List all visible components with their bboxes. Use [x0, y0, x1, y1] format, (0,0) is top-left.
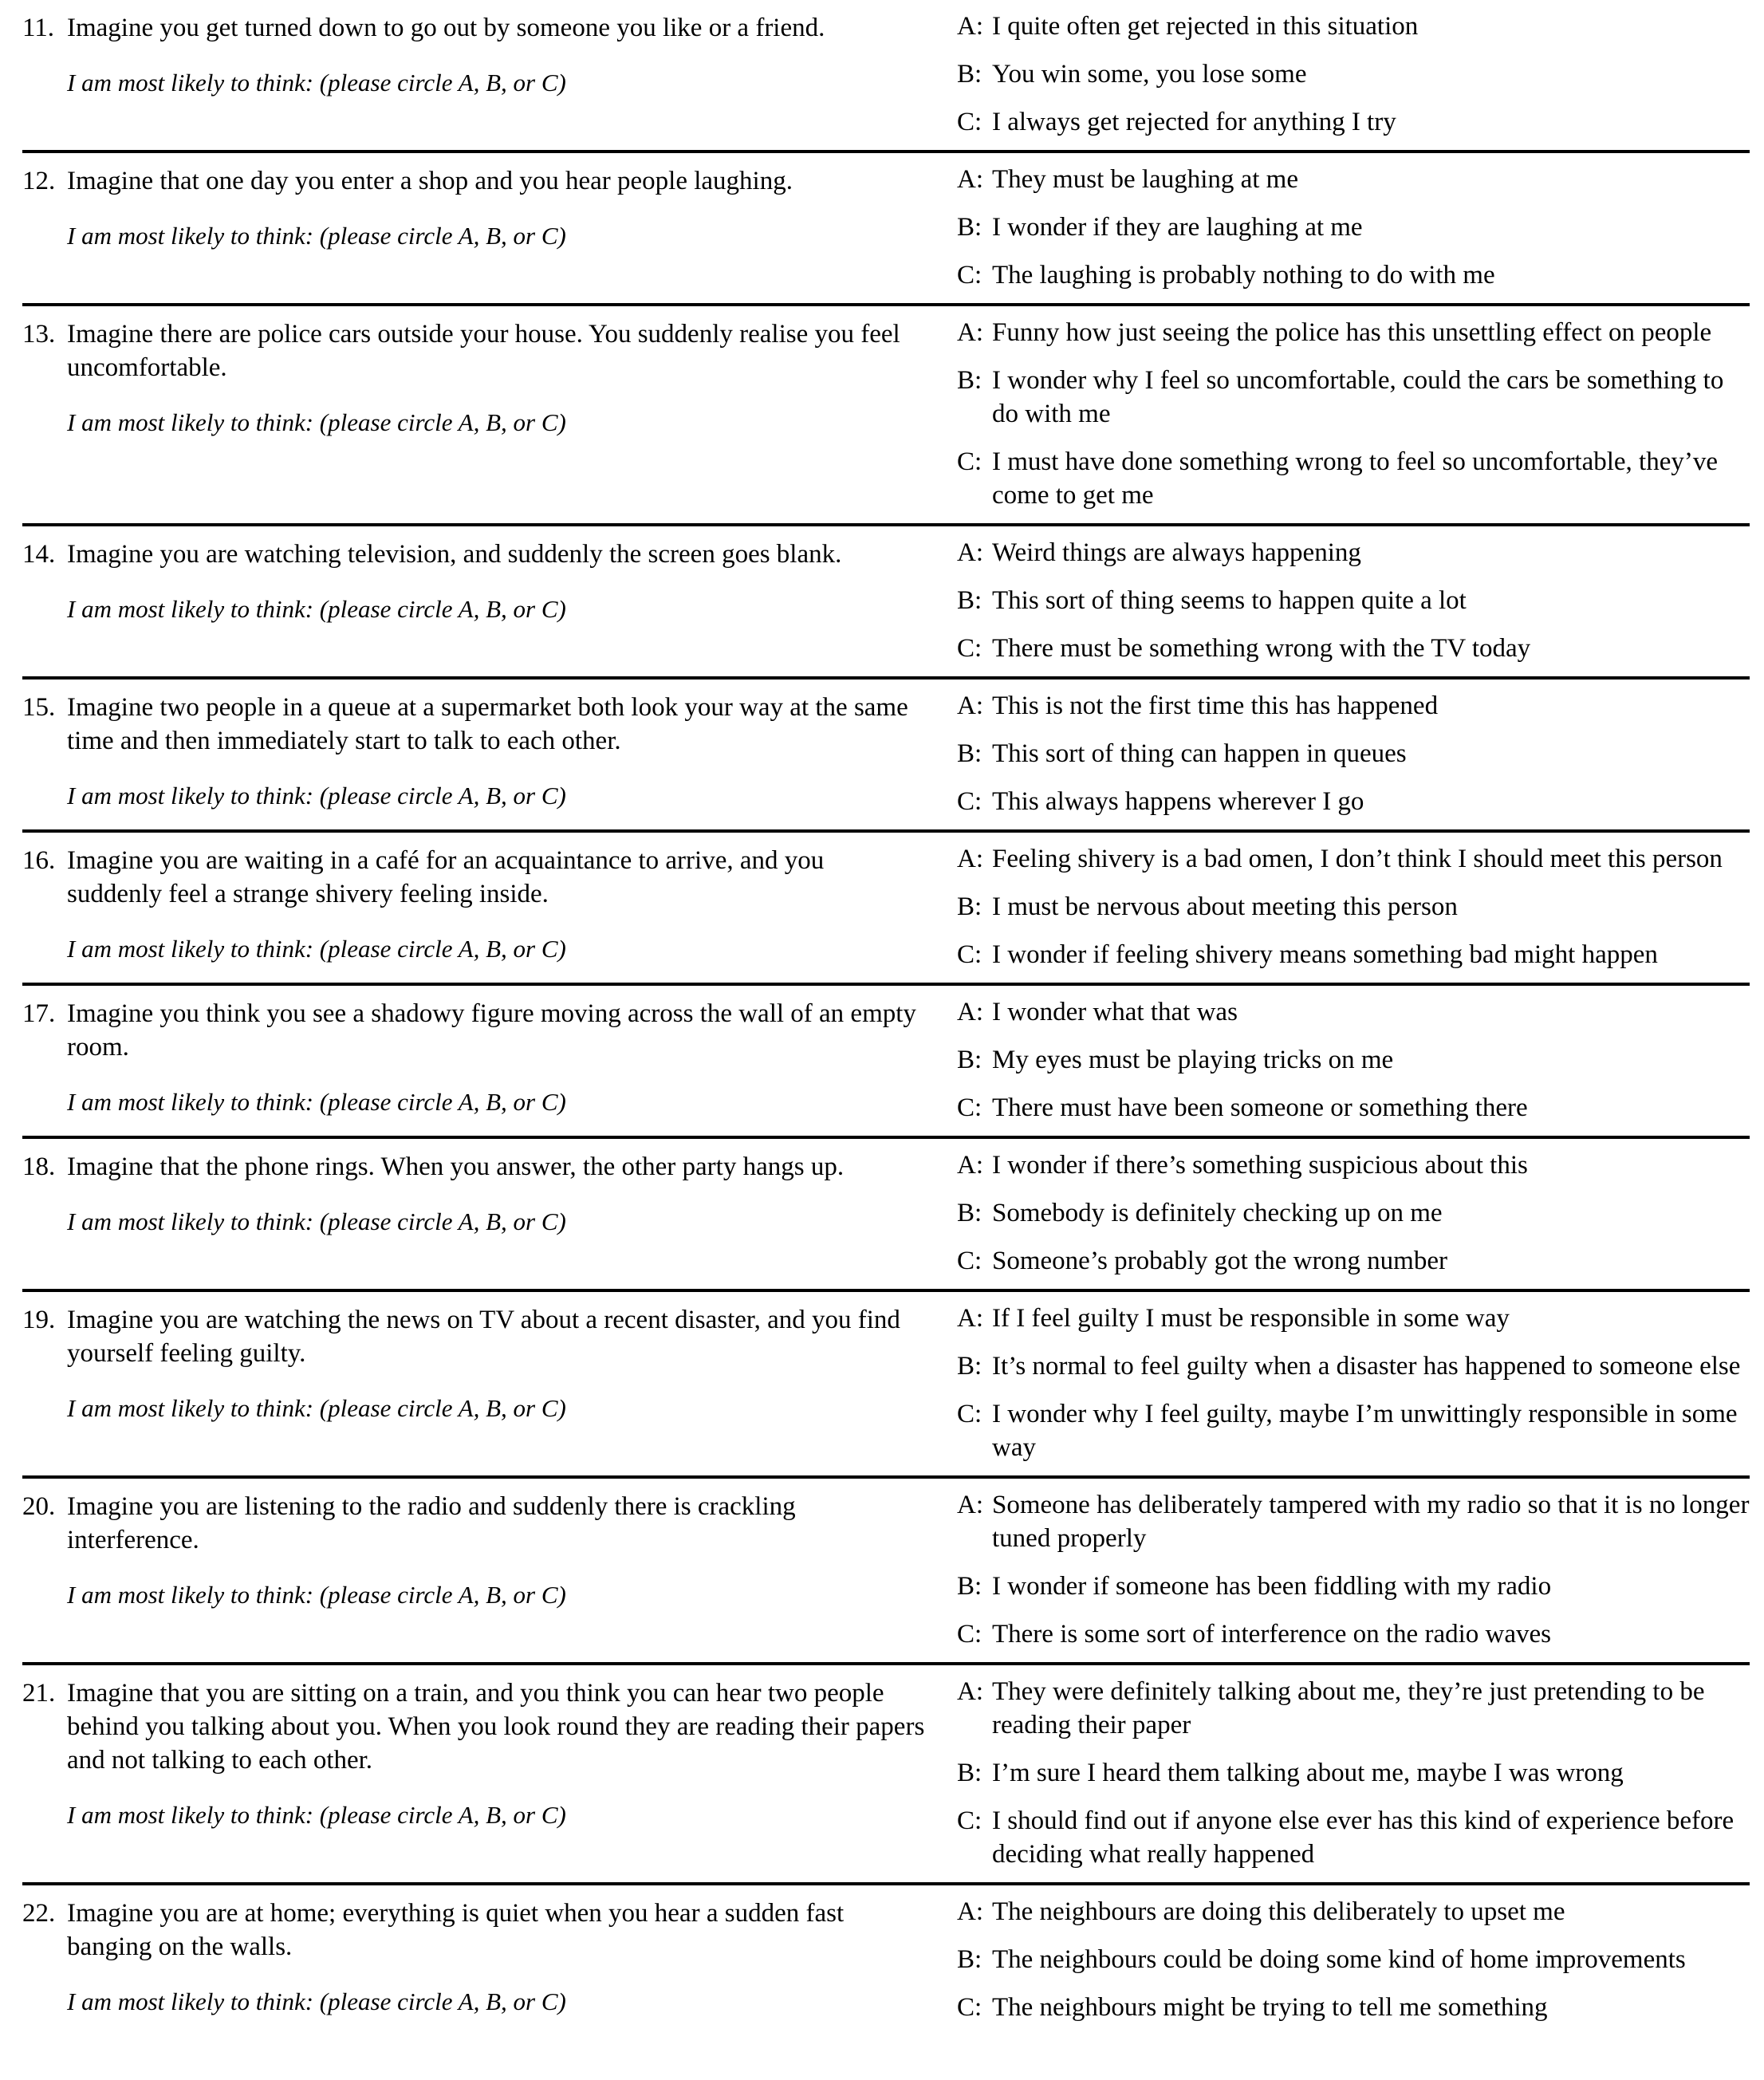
- item-stem: Imagine there are police cars outside your house. You suddenly realise you feel uncomfortable.: [67, 320, 900, 382]
- item-instruction: I am most likely to think: (please circle A, B, or C): [67, 595, 566, 623]
- scenario-cell: [22, 1479, 957, 1625]
- answer-option-text[interactable]: It’s normal to feel guilty when a disaster has happened to someone else: [992, 1352, 1741, 1381]
- answer-option[interactable]: [957, 1349, 1750, 1383]
- scenario-line: [22, 1490, 925, 1557]
- answer-option-text[interactable]: I wonder why I feel so uncomfortable, could the cars be something to do with me: [992, 366, 1724, 428]
- answer-option[interactable]: [957, 785, 1750, 818]
- item-number: 18.: [22, 1152, 56, 1181]
- questionnaire-item: [22, 1479, 1750, 1665]
- answer-option-key[interactable]: A:: [957, 1151, 983, 1180]
- answer-option-key[interactable]: B:: [957, 892, 982, 921]
- answer-option[interactable]: [957, 258, 1750, 292]
- item-instruction: I am most likely to think: (please circle A, B, or C): [67, 222, 566, 250]
- answer-option-text[interactable]: There must be something wrong with the TV today: [992, 634, 1531, 663]
- item-number: 19.: [22, 1306, 56, 1334]
- answer-option-text[interactable]: Someone’s probably got the wrong number: [992, 1247, 1447, 1275]
- answer-option[interactable]: [957, 57, 1750, 91]
- answer-option[interactable]: [957, 1148, 1750, 1182]
- answer-option-key[interactable]: C:: [957, 1093, 982, 1122]
- answer-option-text[interactable]: You win some, you lose some: [992, 60, 1307, 89]
- answer-option-key[interactable]: A:: [957, 165, 983, 194]
- item-number: 13.: [22, 320, 56, 349]
- questionnaire-item: [22, 526, 1750, 680]
- item-stem: Imagine that one day you enter a shop and you hear people laughing.: [67, 167, 793, 195]
- item-number: 11.: [22, 14, 55, 42]
- answer-option-text[interactable]: They must be laughing at me: [992, 165, 1298, 194]
- answer-option-key[interactable]: A:: [957, 845, 983, 873]
- answer-option-key[interactable]: A:: [957, 318, 983, 347]
- answer-option-key[interactable]: A:: [957, 1897, 983, 1926]
- scenario-line: [22, 1897, 925, 1964]
- answer-option-text[interactable]: This sort of thing can happen in queues: [992, 739, 1407, 768]
- item-instruction: I am most likely to think: (please circle A, B, or C): [67, 1394, 566, 1422]
- answer-option[interactable]: [957, 1675, 1750, 1742]
- item-instruction: I am most likely to think: (please circle A, B, or C): [67, 1088, 566, 1116]
- answer-option[interactable]: [957, 1570, 1750, 1603]
- answer-option-text[interactable]: I’m sure I heard them talking about me, maybe I was wrong: [992, 1759, 1624, 1787]
- answer-option-key[interactable]: C:: [957, 634, 982, 663]
- item-number: 16.: [22, 846, 56, 875]
- answer-option-key[interactable]: C:: [957, 261, 982, 290]
- answer-option-text[interactable]: The neighbours could be doing some kind of home improvements: [992, 1945, 1686, 1974]
- answer-option-key[interactable]: B:: [957, 739, 982, 768]
- scenario-line: [22, 317, 925, 384]
- item-number: 15.: [22, 693, 56, 722]
- answer-option[interactable]: [957, 938, 1750, 971]
- item-stem: Imagine you are at home; everything is quiet when you hear a sudden fast banging on the walls.: [67, 1899, 845, 1961]
- answer-option[interactable]: [957, 584, 1750, 617]
- item-number: 17.: [22, 999, 56, 1028]
- answer-option-text[interactable]: They were definitely talking about me, they’re just pretending to be reading their paper: [992, 1677, 1705, 1739]
- answer-option[interactable]: [957, 364, 1750, 431]
- answer-option-key[interactable]: A:: [957, 691, 983, 720]
- questionnaire-item: [22, 680, 1750, 833]
- scenario-cell: [22, 526, 957, 640]
- item-number: 20.: [22, 1492, 56, 1521]
- answer-option-text[interactable]: I wonder why I feel guilty, maybe I’m unwittingly responsible in some way: [992, 1400, 1738, 1462]
- answer-option-text[interactable]: Somebody is definitely checking up on me: [992, 1199, 1443, 1227]
- options-cell: [957, 1292, 1750, 1475]
- options-cell: [957, 986, 1750, 1136]
- answer-option-key[interactable]: C:: [957, 108, 982, 136]
- answer-option-text[interactable]: My eyes must be playing tricks on me: [992, 1046, 1394, 1074]
- answer-option-text[interactable]: The neighbours are doing this deliberately to upset me: [992, 1897, 1565, 1926]
- item-stem: Imagine you get turned down to go out by someone you like or a friend.: [67, 14, 825, 42]
- answer-option-text[interactable]: Weird things are always happening: [992, 538, 1361, 567]
- item-instruction: I am most likely to think: (please circle A, B, or C): [67, 782, 566, 810]
- item-instruction: I am most likely to think: (please circle A, B, or C): [67, 1581, 566, 1609]
- scenario-cell: [22, 1139, 957, 1252]
- answer-option-text[interactable]: This always happens wherever I go: [992, 787, 1364, 816]
- scenario-cell: [22, 1292, 957, 1439]
- answer-option-text[interactable]: This sort of thing seems to happen quite a lot: [992, 586, 1467, 615]
- questionnaire-item: [22, 306, 1750, 526]
- answer-option-key[interactable]: C:: [957, 1400, 982, 1428]
- questionnaire-item: [22, 153, 1750, 306]
- answer-option-text[interactable]: This is not the first time this has happened: [992, 691, 1439, 720]
- answer-option-key[interactable]: A:: [957, 1304, 983, 1333]
- item-instruction: I am most likely to think: (please circle A, B, or C): [67, 935, 566, 963]
- item-instruction: I am most likely to think: (please circle A, B, or C): [67, 1207, 566, 1235]
- answer-option-key[interactable]: A:: [957, 1677, 983, 1706]
- answer-option[interactable]: [957, 842, 1750, 876]
- item-instruction: I am most likely to think: (please circle A, B, or C): [67, 1801, 566, 1829]
- scenario-cell: [22, 680, 957, 826]
- answer-option[interactable]: [957, 1302, 1750, 1335]
- questionnaire-item: [22, 1292, 1750, 1479]
- options-cell: [957, 1885, 1750, 2035]
- answer-option[interactable]: [957, 10, 1750, 43]
- answer-option-key[interactable]: C:: [957, 787, 982, 816]
- answer-option-text[interactable]: Someone has deliberately tampered with my radio so that it is no longer tuned properly: [992, 1491, 1750, 1553]
- answer-option-key[interactable]: B:: [957, 1352, 982, 1381]
- answer-option-key[interactable]: C:: [957, 1806, 982, 1835]
- answer-option[interactable]: [957, 1397, 1750, 1464]
- answer-option-key[interactable]: A:: [957, 12, 983, 41]
- answer-option-key[interactable]: C:: [957, 1993, 982, 2022]
- answer-option[interactable]: [957, 1895, 1750, 1928]
- answer-option[interactable]: [957, 1991, 1750, 2024]
- item-number: 12.: [22, 167, 56, 195]
- answer-option[interactable]: [957, 1488, 1750, 1555]
- item-number: 14.: [22, 540, 56, 569]
- answer-option[interactable]: [957, 890, 1750, 924]
- answer-option-key[interactable]: C:: [957, 940, 982, 969]
- scenario-line: [22, 538, 925, 571]
- item-stem: Imagine that the phone rings. When you answer, the other party hangs up.: [67, 1152, 845, 1181]
- answer-option-text[interactable]: Feeling shivery is a bad omen, I don’t think I should meet this person: [992, 845, 1723, 873]
- options-cell: [957, 1665, 1750, 1882]
- answer-option-key[interactable]: A:: [957, 538, 983, 567]
- answer-option[interactable]: [957, 995, 1750, 1029]
- options-cell: [957, 833, 1750, 983]
- answer-option-text[interactable]: I wonder what that was: [992, 998, 1238, 1026]
- item-number: 22.: [22, 1899, 56, 1928]
- scenario-cell: [22, 833, 957, 979]
- scenario-line: [22, 11, 925, 45]
- answer-option[interactable]: [957, 1196, 1750, 1230]
- scenario-cell: [22, 0, 957, 113]
- scenario-cell: [22, 986, 957, 1133]
- answer-option-key[interactable]: B:: [957, 366, 982, 395]
- scenario-line: [22, 1150, 925, 1184]
- scenario-line: [22, 164, 925, 198]
- answer-option-text[interactable]: The neighbours might be trying to tell me something: [992, 1993, 1548, 2022]
- answer-option-key[interactable]: A:: [957, 998, 983, 1026]
- item-instruction: I am most likely to think: (please circle A, B, or C): [67, 69, 566, 97]
- scenario-cell: [22, 1665, 957, 1846]
- answer-option[interactable]: [957, 1756, 1750, 1790]
- answer-option-text[interactable]: There is some sort of interference on the radio waves: [992, 1620, 1551, 1649]
- answer-option-key[interactable]: B:: [957, 213, 982, 242]
- item-stem: Imagine you are watching television, and suddenly the screen goes blank.: [67, 540, 842, 569]
- answer-option[interactable]: [957, 536, 1750, 569]
- answer-option-key[interactable]: B:: [957, 586, 982, 615]
- answer-option-key[interactable]: B:: [957, 1572, 982, 1601]
- answer-option-text[interactable]: I wonder if feeling shivery means something bad might happen: [992, 940, 1658, 969]
- questionnaire-item: [22, 833, 1750, 986]
- options-cell: [957, 306, 1750, 523]
- item-instruction: I am most likely to think: (please circle A, B, or C): [67, 1987, 566, 2015]
- options-cell: [957, 0, 1750, 150]
- scenario-line: [22, 1303, 925, 1370]
- answer-option[interactable]: [957, 105, 1750, 139]
- answer-option-text[interactable]: The laughing is probably nothing to do with me: [992, 261, 1495, 290]
- item-stem: Imagine you think you see a shadowy figure moving across the wall of an empty room.: [67, 999, 916, 1062]
- answer-option-text[interactable]: There must have been someone or something there: [992, 1093, 1528, 1122]
- item-stem: Imagine that you are sitting on a train, and you think you can hear two people behind you talking about you. When you look round they are reading their papers and not talking to each other.: [67, 1679, 925, 1775]
- item-stem: Imagine you are waiting in a café for an acquaintance to arrive, and you suddenly feel a strange shivery feeling inside.: [67, 846, 825, 908]
- answer-option-text[interactable]: Funny how just seeing the police has this unsettling effect on people: [992, 318, 1712, 347]
- questionnaire-item: [22, 1139, 1750, 1292]
- questionnaire-item: [22, 986, 1750, 1139]
- answer-option[interactable]: [957, 1043, 1750, 1077]
- options-cell: [957, 526, 1750, 676]
- answer-option[interactable]: [957, 1617, 1750, 1651]
- scenario-line: [22, 691, 925, 758]
- scenario-line: [22, 1676, 925, 1777]
- options-cell: [957, 153, 1750, 303]
- item-instruction: I am most likely to think: (please circle A, B, or C): [67, 408, 566, 436]
- answer-option-text[interactable]: I must be nervous about meeting this person: [992, 892, 1458, 921]
- answer-option-text[interactable]: I wonder if there’s something suspicious about this: [992, 1151, 1528, 1180]
- scenario-cell: [22, 306, 957, 453]
- answer-option-key[interactable]: C:: [957, 1620, 982, 1649]
- answer-option-text[interactable]: I quite often get rejected in this situation: [992, 12, 1419, 41]
- answer-option[interactable]: [957, 689, 1750, 723]
- questionnaire-item: [22, 1885, 1750, 2035]
- answer-option-key[interactable]: B:: [957, 1759, 982, 1787]
- answer-option-text[interactable]: I should find out if anyone else ever has this kind of experience before deciding what really happened: [992, 1806, 1734, 1869]
- answer-option[interactable]: [957, 1244, 1750, 1278]
- answer-option-key[interactable]: B:: [957, 1945, 982, 1974]
- answer-option[interactable]: [957, 211, 1750, 244]
- item-stem: Imagine you are listening to the radio and suddenly there is crackling interference.: [67, 1492, 796, 1554]
- questionnaire-item: [22, 1665, 1750, 1885]
- options-cell: [957, 1139, 1750, 1289]
- answer-option-key[interactable]: C:: [957, 1247, 982, 1275]
- answer-option[interactable]: [957, 1943, 1750, 1976]
- scenario-line: [22, 997, 925, 1064]
- answer-option-key[interactable]: B:: [957, 1199, 982, 1227]
- options-cell: [957, 1479, 1750, 1662]
- answer-option-text[interactable]: I wonder if they are laughing at me: [992, 213, 1363, 242]
- answer-option[interactable]: [957, 316, 1750, 349]
- answer-option-key[interactable]: B:: [957, 60, 982, 89]
- scenario-line: [22, 844, 925, 911]
- item-number: 21.: [22, 1679, 56, 1708]
- options-cell: [957, 680, 1750, 829]
- item-stem: Imagine two people in a queue at a supermarket both look your way at the same time and then immediately start to talk to each other.: [67, 693, 908, 755]
- answer-option[interactable]: [957, 163, 1750, 196]
- answer-option-text[interactable]: I must have done something wrong to feel so uncomfortable, they’ve come to get me: [992, 447, 1719, 510]
- item-stem: Imagine you are watching the news on TV about a recent disaster, and you find yourself feeling guilty.: [67, 1306, 900, 1368]
- answer-option-key[interactable]: A:: [957, 1491, 983, 1519]
- answer-option-text[interactable]: If I feel guilty I must be responsible in some way: [992, 1304, 1510, 1333]
- answer-option[interactable]: [957, 737, 1750, 770]
- answer-option-text[interactable]: I always get rejected for anything I try: [992, 108, 1396, 136]
- answer-option-key[interactable]: B:: [957, 1046, 982, 1074]
- answer-option[interactable]: [957, 1804, 1750, 1871]
- scenario-cell: [22, 153, 957, 266]
- answer-option[interactable]: [957, 632, 1750, 665]
- answer-option[interactable]: [957, 1091, 1750, 1125]
- scenario-cell: [22, 1885, 957, 2032]
- answer-option-key[interactable]: C:: [957, 447, 982, 476]
- questionnaire-item: [22, 0, 1750, 153]
- answer-option[interactable]: [957, 445, 1750, 512]
- answer-option-text[interactable]: I wonder if someone has been fiddling with my radio: [992, 1572, 1552, 1601]
